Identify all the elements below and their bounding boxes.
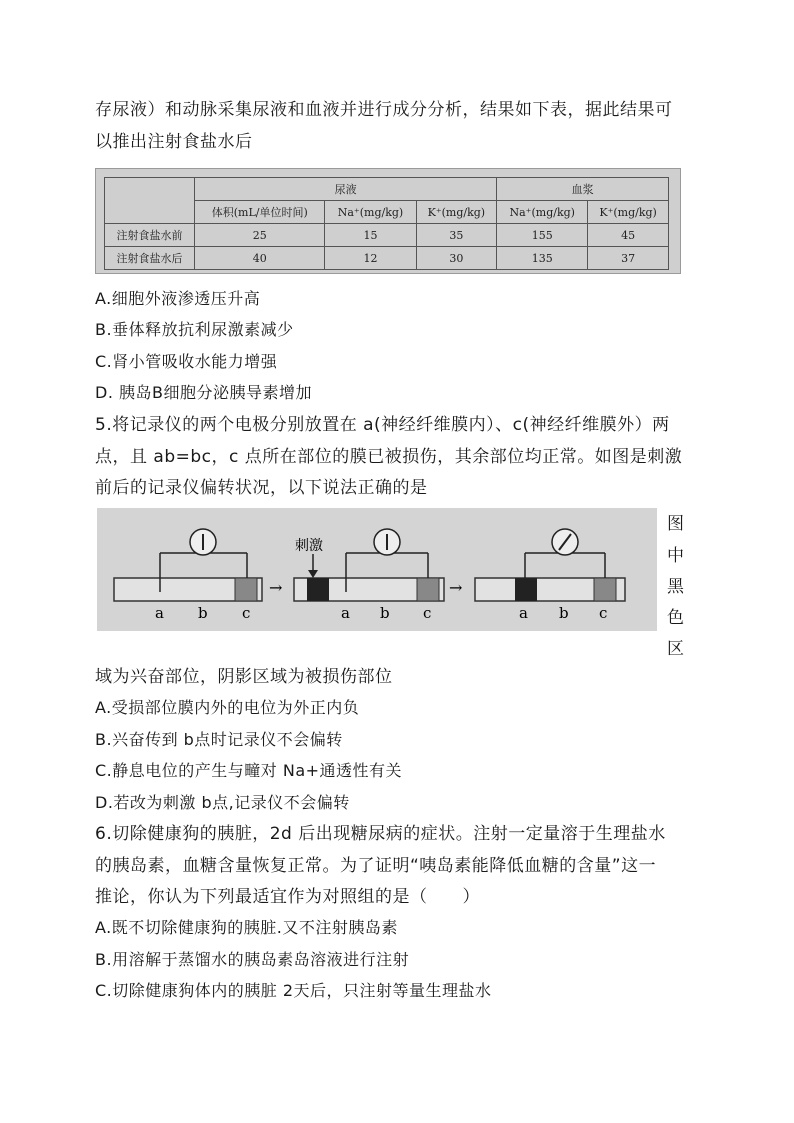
table-cell: 37 (588, 247, 669, 270)
label-a: a (155, 604, 164, 622)
label-b: b (380, 604, 390, 622)
table-cell: 35 (416, 224, 497, 247)
table-cell: 135 (497, 247, 588, 270)
side-char: 图 (667, 514, 684, 534)
damaged-region (235, 578, 257, 601)
q4-option-d: D. 胰岛B细胞分泌胰导素增加 (95, 383, 312, 402)
stimulus-label: 刺激 (295, 538, 323, 554)
arrow-icon: → (449, 578, 463, 597)
label-a: a (341, 604, 350, 622)
q6-line-1: 6.切除健康狗的胰脏，2d 后出现糖尿病的症状。注射一定量溶于生理盐水 (95, 824, 666, 844)
col-header: Na⁺(mg/kg) (497, 201, 588, 224)
table-cell: 12 (325, 247, 416, 270)
table-row (105, 224, 669, 247)
table-cell: 40 (195, 247, 325, 270)
q5-line-2: 点，且 ab=bc，c 点所在部位的膜已被损伤，其余部位均正常。如图是刺激 (95, 447, 683, 467)
side-char: 区 (667, 639, 684, 659)
table-cell: 15 (325, 224, 416, 247)
label-c: c (599, 604, 608, 622)
q5-option-d: D.若改为刺激 b点,记录仪不会偏转 (95, 793, 350, 812)
col-header: K⁺(mg/kg) (588, 201, 669, 224)
table-cell: 155 (497, 224, 588, 247)
plasma-group-header: 血浆 (497, 178, 669, 201)
q5-line-1: 5.将记录仪的两个电极分别放置在 a(神经纤维膜内）、c(神经纤维膜外）两 (95, 415, 670, 435)
nerve-recorder-figure (97, 508, 657, 631)
panel-stimulus (294, 529, 444, 622)
q6-option-c: C.切除健康狗体内的胰脏 2天后，只注射等量生理盐水 (95, 981, 492, 1000)
q6-option-a: A.既不切除健康狗的胰脏.又不注射胰岛素 (95, 918, 398, 937)
results-table-image (95, 168, 681, 274)
col-header: K⁺(mg/kg) (416, 201, 497, 224)
panel-before (114, 529, 262, 622)
q6-option-b: B.用溶解于蒸馏水的胰岛素岛溶液进行注射 (95, 950, 410, 969)
excited-region (515, 578, 537, 601)
col-header: Na⁺(mg/kg) (325, 201, 416, 224)
results-table (104, 177, 669, 270)
urine-group-header: 尿液 (195, 178, 497, 201)
label-b: b (198, 604, 208, 622)
q6-line-3: 推论，你认为下列最适宜作为对照组的是（ ） (95, 887, 480, 907)
label-c: c (242, 604, 251, 622)
label-c: c (423, 604, 432, 622)
table-cell: 30 (416, 247, 497, 270)
panel-after (475, 529, 625, 622)
table-cell: 25 (195, 224, 325, 247)
intro-line-2: 以推出注射食盐水后 (95, 132, 253, 152)
damaged-region (594, 578, 616, 601)
arrow-icon: → (269, 578, 283, 597)
table-cell: 45 (588, 224, 669, 247)
row-label: 注射食盐水后 (105, 247, 195, 270)
q4-option-c: C.肾小管吸收水能力增强 (95, 352, 278, 371)
side-char: 色 (667, 608, 684, 628)
q4-option-b: B.垂体释放抗利尿激素减少 (95, 320, 294, 339)
q5-line-3: 前后的记录仪偏转状况，以下说法正确的是 (95, 478, 428, 498)
q4-option-a: A.细胞外液渗透压升高 (95, 289, 261, 308)
col-header: 体积(mL/单位时间) (195, 201, 325, 224)
side-char: 中 (667, 546, 684, 566)
q5-option-c: C.静息电位的产生与疃对 Na+通透性有关 (95, 761, 403, 780)
label-b: b (559, 604, 569, 622)
table-row (105, 247, 669, 270)
stimulus-arrow-icon (308, 570, 318, 578)
side-char: 黑 (667, 577, 684, 597)
q5-option-b: B.兴奋传到 b点时记录仪不会偏转 (95, 730, 343, 749)
excited-region (307, 578, 329, 601)
q5-line-4: 域为兴奋部位，阴影区域为被损伤部位 (95, 667, 393, 687)
q5-option-a: A.受损部位膜内外的电位为外正内负 (95, 698, 360, 717)
label-a: a (519, 604, 528, 622)
damaged-region (417, 578, 439, 601)
q6-line-2: 的胰岛素，血糖含量恢复正常。为了证明“咦岛素能降低血糖的含量”这一 (95, 856, 657, 876)
row-label: 注射食盐水前 (105, 224, 195, 247)
intro-line-1: 存尿液）和动脉采集尿液和血液并进行成分分析，结果如下表，据此结果可 (95, 100, 673, 120)
nerve-figure-svg (97, 508, 657, 631)
